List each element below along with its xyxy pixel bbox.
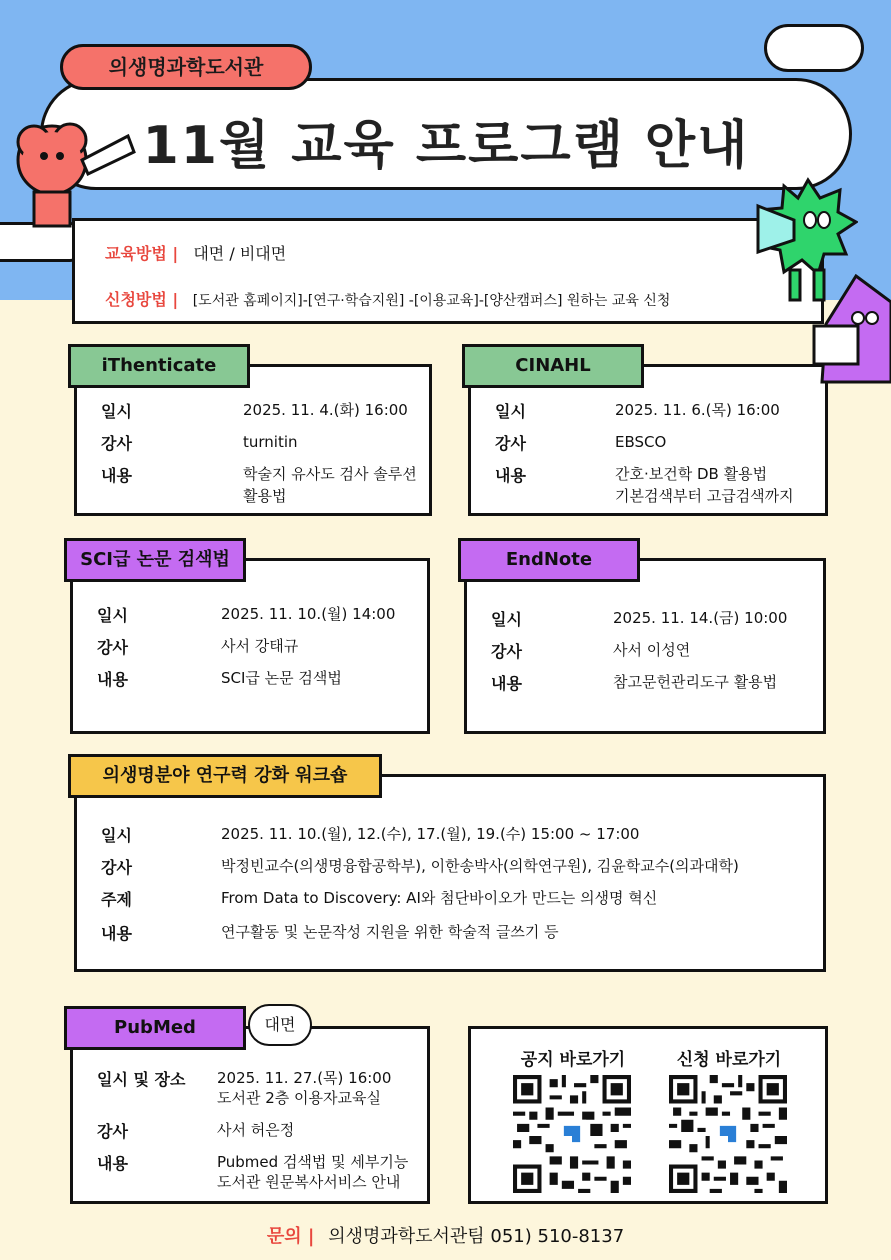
- apply-method-label: 신청방법 |: [105, 290, 179, 309]
- date-label: 일시: [97, 606, 128, 625]
- date-value: 2025. 11. 4.(화) 16:00: [243, 401, 408, 419]
- program-name: 의생명분야 연구력 강화 워크숍: [102, 765, 348, 786]
- badge-text: 대면: [264, 1015, 296, 1034]
- date-label: 일시: [495, 402, 526, 421]
- program-name: CINAHL: [515, 355, 591, 376]
- program-card-endnote: [464, 558, 826, 734]
- content-label: 내용: [97, 670, 128, 689]
- edu-method-label: 교육방법 |: [105, 244, 179, 263]
- content-value-line2: 활용법: [243, 487, 287, 505]
- library-name-ribbon: [60, 44, 312, 90]
- lecturer-value: turnitin: [243, 433, 298, 451]
- edu-method-row: [105, 241, 286, 264]
- notice-qr-code[interactable]: [513, 1075, 631, 1193]
- date-place-value-line2: 도서관 2층 이용자교육실: [217, 1089, 381, 1107]
- edu-method-value: 대면 / 비대면: [193, 244, 287, 263]
- content-value-line1: 학술지 유사도 검사 솔루션: [243, 465, 417, 483]
- date-label: 일시: [491, 610, 522, 629]
- apply-qr-code[interactable]: [669, 1075, 787, 1193]
- lecturer-value: 사서 허은정: [217, 1121, 295, 1139]
- program-tab-pubmed: [64, 1006, 246, 1050]
- topic-label: 주제: [101, 890, 132, 909]
- title-banner: [40, 78, 852, 190]
- notice-qr-label: 공지 바로가기: [520, 1050, 626, 1070]
- date-place-value-line1: 2025. 11. 27.(목) 16:00: [217, 1069, 392, 1087]
- content-value-line1: 간호·보건학 DB 활용법: [615, 465, 768, 483]
- method-box: [72, 218, 824, 324]
- program-name: iThenticate: [101, 355, 217, 376]
- program-tab-ithenticate: [68, 344, 250, 388]
- content-label: 내용: [495, 466, 526, 485]
- date-value: 2025. 11. 10.(월) 14:00: [221, 605, 396, 623]
- date-value: 2025. 11. 14.(금) 10:00: [613, 609, 788, 627]
- content-value-line1: 연구활동 및 논문작성 지원을 위한 학술적 글쓰기 등: [221, 923, 559, 941]
- lecturer-label: 강사: [491, 642, 522, 661]
- date-value: 2025. 11. 10.(월), 12.(수), 17.(월), 19.(수) 15:00 ~ 17:00: [221, 825, 640, 843]
- character-purple-notepad-illustration: [806, 272, 891, 392]
- contact-label: 문의 |: [266, 1226, 315, 1247]
- program-tab-workshop: [68, 754, 382, 798]
- content-label: 내용: [101, 924, 132, 943]
- content-label: 내용: [97, 1154, 128, 1173]
- program-name: EndNote: [505, 549, 593, 570]
- topic-value: From Data to Discovery: AI와 첨단바이오가 만드는 의생명 혁신: [221, 889, 658, 907]
- program-name: SCI급 논문 검색법: [80, 549, 230, 570]
- lecturer-value: 박정빈교수(의생명융합공학부), 이한송박사(의학연구원), 김윤학교수(의과대학): [221, 857, 739, 875]
- program-card-workshop: [74, 774, 826, 972]
- content-label: 내용: [101, 466, 132, 485]
- program-tab-endnote: [458, 538, 640, 582]
- lecturer-value: 사서 강태규: [221, 637, 299, 655]
- content-value-line1: 참고문헌관리도구 활용법: [613, 673, 778, 691]
- program-tab-cinahl: [462, 344, 644, 388]
- program-tab-sci: [64, 538, 246, 582]
- cloud-decoration: [764, 24, 864, 72]
- content-value-line1: SCI급 논문 검색법: [221, 669, 342, 687]
- lecturer-label: 강사: [97, 1122, 128, 1141]
- apply-method-value: [도서관 홈페이지]-[연구·학습지원] -[이용교육]-[양산캠퍼스] 원하는 교육 신청: [192, 293, 671, 309]
- content-label: 내용: [491, 674, 522, 693]
- content-value-line1: Pubmed 검색법 및 세부기능: [217, 1153, 409, 1171]
- lecturer-label: 강사: [97, 638, 128, 657]
- contact-text: 의생명과학도서관팀 051) 510-8137: [328, 1226, 625, 1247]
- qr-box: [468, 1026, 828, 1204]
- lecturer-value: 사서 이성연: [613, 641, 691, 659]
- apply-qr-label: 신청 바로가기: [676, 1050, 782, 1070]
- lecturer-label: 강사: [101, 434, 132, 453]
- date-value: 2025. 11. 6.(목) 16:00: [615, 401, 780, 419]
- in-person-badge: [248, 1004, 312, 1046]
- date-place-label: 일시 및 장소: [97, 1070, 186, 1089]
- date-label: 일시: [101, 826, 132, 845]
- page-title: 11월 교육 프로그램 안내: [142, 116, 750, 176]
- character-red-laptop-illustration: [4, 100, 154, 240]
- lecturer-label: 강사: [101, 858, 132, 877]
- lecturer-value: EBSCO: [615, 433, 667, 451]
- apply-method-row: [105, 287, 670, 310]
- lecturer-label: 강사: [495, 434, 526, 453]
- content-value-line2: 도서관 원문복사서비스 안내: [217, 1173, 401, 1191]
- content-value-line2: 기본검색부터 고급검색까지: [615, 487, 794, 505]
- footer-contact: [0, 1222, 891, 1248]
- date-label: 일시: [101, 402, 132, 421]
- program-name: PubMed: [114, 1017, 196, 1038]
- library-name: 의생명과학도서관: [108, 55, 264, 79]
- program-card-sci: [70, 558, 430, 734]
- program-card-pubmed: [70, 1026, 430, 1204]
